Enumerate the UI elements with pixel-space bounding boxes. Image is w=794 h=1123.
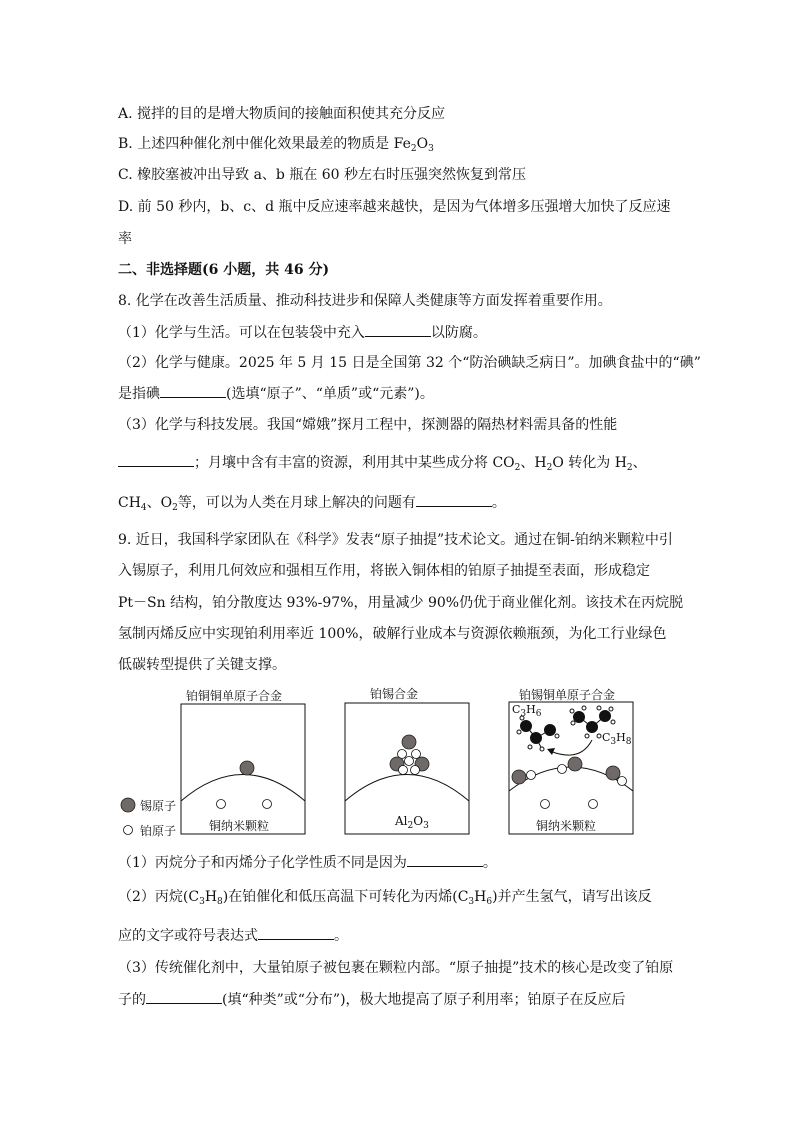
q9-part3-line2: 子的 (填“种类”或“分布”)，极大地提高了原子利用率；铂原子在反应后	[118, 989, 626, 1010]
platinum-atom	[411, 766, 420, 775]
answer-blank[interactable]	[407, 852, 483, 867]
arrow-head	[547, 748, 555, 755]
q9-line2: 入锡原子，利用几何效应和强相互作用，将嵌入铜体相的铂原子抽提至表面，形成稳定	[118, 563, 650, 579]
platinum-atom	[263, 800, 272, 809]
panel1-title: 铂铜铜单原子合金	[186, 689, 283, 703]
answer-blank[interactable]	[365, 322, 431, 337]
platinum-atom	[589, 800, 598, 809]
platinum-atom	[217, 800, 226, 809]
platinum-atom	[399, 766, 408, 775]
platinum-atom	[412, 750, 421, 759]
tin-atom	[512, 770, 526, 784]
answer-blank[interactable]	[118, 452, 194, 467]
tin-atom	[240, 761, 254, 775]
q9-part1: （1）丙烷分子和丙烯分子化学性质不同是因为 。	[118, 852, 497, 873]
panel1-particle-label: 铜纳米颗粒	[209, 819, 270, 833]
q9-line1: 9. 近日，我国科学家团队在《科学》发表“原子抽提”技术论文。通过在铜-铂纳米颗粒中引	[118, 532, 673, 548]
c3h6-label: $C_3H_6$	[512, 703, 542, 719]
tin-atom	[606, 766, 620, 780]
reaction-arrow	[550, 740, 592, 755]
answer-blank[interactable]	[146, 989, 222, 1004]
catalyst-figure	[110, 683, 650, 843]
option-b: B. 上述四种催化剂中催化效果最差的物质是 $Fe_2O_3$	[118, 136, 434, 154]
option-d-line2: 率	[118, 231, 132, 247]
q9-line5: 低碳转型提供了关键支撑。	[118, 657, 286, 673]
q9-part2-line2: 应的文字或符号表达式 。	[118, 925, 348, 946]
option-c: C. 橡胶塞被冲出导致 a、b 瓶在 60 秒左右时压强突然恢复到常压	[118, 167, 527, 183]
q8-part2-line1: （2）化学与健康。2025 年 5 月 15 日是全国第 32 个“防治碘缺乏病日”。加碘食盐中的“碘”	[118, 355, 701, 371]
panel1-particle-surface	[181, 775, 305, 802]
legend-tin-label: 锡原子	[140, 799, 177, 813]
panel2-title: 铂锡合金	[370, 687, 419, 701]
tin-atom	[568, 757, 582, 771]
platinum-atom	[541, 800, 550, 809]
panel3-title: 铂锡铜单原子合金	[519, 688, 616, 702]
platinum-atom	[405, 757, 414, 766]
panel3-particle-label: 铜纳米颗粒	[536, 819, 597, 833]
panel2-support-label: $Al_2O_3$	[395, 814, 429, 831]
q9-line4: 氢制丙烯反应中实现铂利用率近 100%，破解行业成本与资源依赖瓶颈，为化工行业绿色	[118, 626, 667, 642]
q8-part2-line2: 是指碘 (选填“原子”、“单质”或“元素”)。	[118, 383, 434, 404]
option-a: A. 搅拌的目的是增大物质间的接触面积使其充分反应	[118, 106, 446, 122]
q8-stem: 8. 化学在改善生活质量、推动科技进步和保障人类健康等方面发挥着重要作用。	[118, 293, 612, 309]
platinum-atom	[558, 765, 567, 774]
option-d-line1: D. 前 50 秒内，b、c、d 瓶中反应速率越来越快，是因为气体增多压强增大加快了反应速	[118, 199, 671, 215]
q8-part3-line1: （3）化学与科技发展。我国“嫦娥”探月工程中，探测器的隔热材料需具备的性能	[118, 417, 618, 433]
legend-platinum-label: 铂原子	[140, 824, 177, 838]
q9-part2-line1: （2）丙烷$(C_3H_8)$在铂催化和低压高温下可转化为丙烯$(C_3H_6)$并产生氢气，请写出该反	[118, 889, 652, 907]
q9-line3: Pt－Sn 结构，铂分散度达 93%-97%，用量减少 90%仍优于商业催化剂。该技术在丙烷脱	[118, 595, 684, 611]
tin-atom	[402, 735, 416, 749]
panel2-support-surface	[345, 775, 469, 802]
answer-blank[interactable]	[258, 925, 334, 940]
answer-blank[interactable]	[416, 492, 492, 507]
q8-part1: （1）化学与生活。可以在包装袋中充入 以防腐。	[118, 322, 487, 343]
q9-part3-line1: （3）传统催化剂中，大量铂原子被包裹在颗粒内部。“原子抽提”技术的核心是改变了铂原	[118, 960, 674, 976]
q8-part3-line3: $CH_4$、$O_2$等，可以为人类在月球上解决的问题有 。	[118, 492, 506, 513]
c3h8-label: $C_3H_8$	[602, 731, 632, 747]
legend-tin-atom	[121, 798, 135, 812]
propylene-molecule	[517, 716, 559, 751]
answer-blank[interactable]	[160, 383, 226, 398]
platinum-atom	[618, 777, 627, 786]
q8-part3-line2: ；月壤中含有丰富的资源，利用其中某些成分将 $CO_2$、$H_2O$ 转化为 $H_2$、	[118, 452, 647, 473]
platinum-atom	[527, 771, 536, 780]
legend-platinum-atom	[124, 826, 133, 835]
section-heading: 二、非选择题(6 小题，共 46 分)	[118, 262, 330, 278]
